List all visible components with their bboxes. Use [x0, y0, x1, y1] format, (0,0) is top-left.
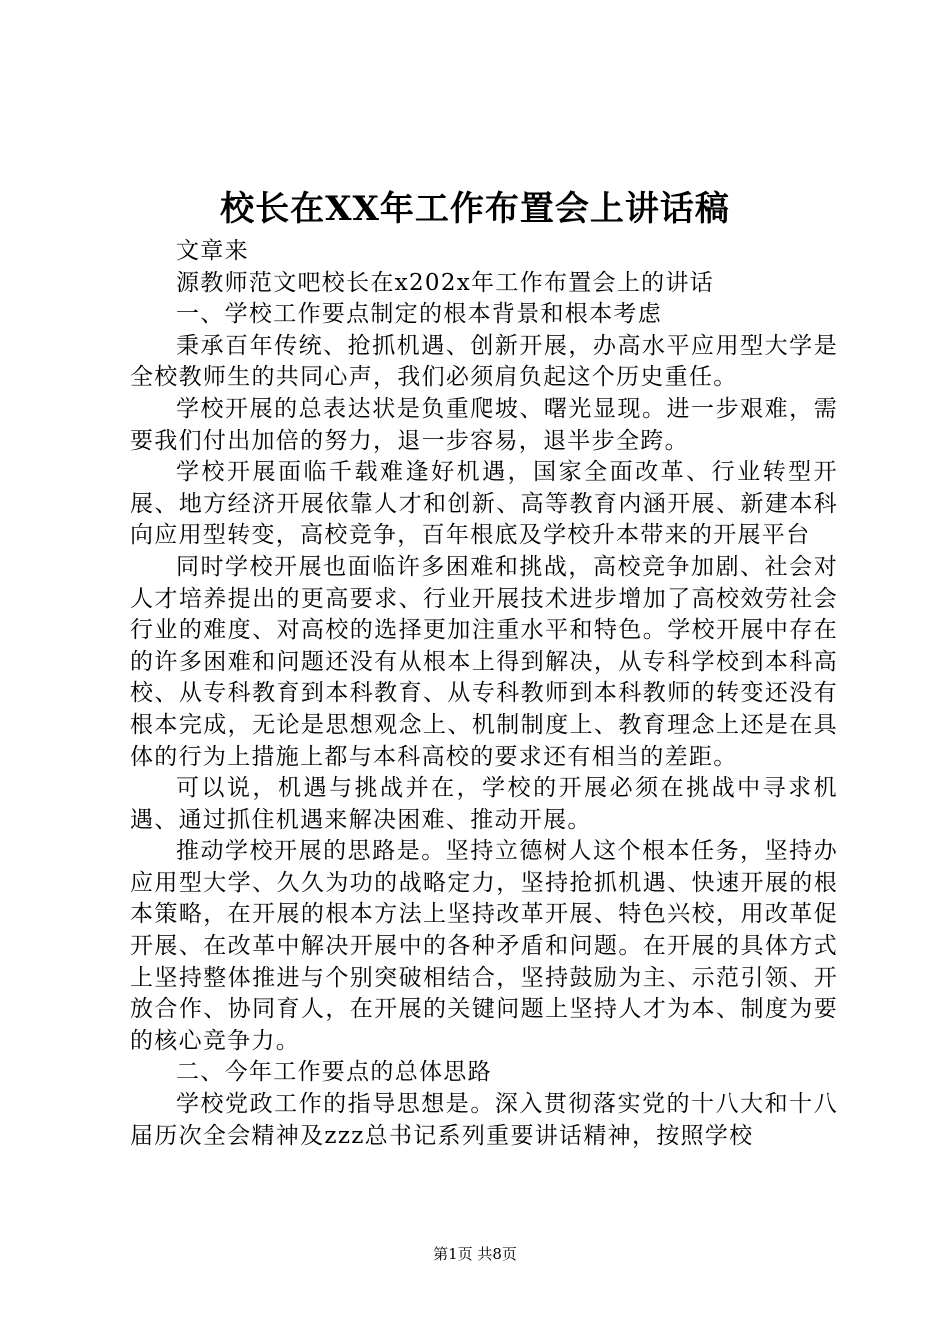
paragraph: 可以说，机遇与挑战并在，学校的开展必须在挑战中寻求机遇、通过抓住机遇来解决困难、推动开展。 [130, 775, 838, 833]
document-body [130, 236, 838, 1152]
paragraph: 推动学校开展的思路是。坚持立德树人这个根本任务，坚持办应用型大学、久久为功的战略定力，坚持抢抓机遇、快速开展的根本策略，在开展的根本方法上坚持改革开展、特色兴校，用改革促开展、在改革中解决开展中的各种矛盾和问题。在开展的具体方式上坚持整体推进与个别突破相结合，坚持鼓励为主、示范引领、开放合作、协同育人，在开展的关键问题上坚持人才为本、制度为要的核心竞争力。 [130, 838, 838, 1054]
paragraph: 学校党政工作的指导思想是。深入贯彻落实党的十八大和十八届历次全会精神及zzz总书记系列重要讲话精神，按照学校 [130, 1091, 838, 1149]
paragraph: 秉承百年传统、抢抓机遇、创新开展，办高水平应用型大学是全校教师生的共同心声，我们必须肩负起这个历史重任。 [130, 332, 838, 391]
document-title: 校长在XX年工作布置会上讲话稿 [220, 189, 730, 229]
paragraph: 学校开展的总表达状是负重爬坡、曙光显现。进一步艰难，需要我们付出加倍的努力，退一步容易，退半步全跨。 [130, 395, 838, 454]
paragraph: 源教师范文吧校长在x202x年工作布置会上的讲话 [176, 269, 715, 296]
page-footer: 第1页 共8页 [433, 1245, 517, 1263]
paragraph: 学校开展面临千载难逢好机遇，国家全面改革、行业转型开展、地方经济开展依靠人才和创新、高等教育内涵开展、新建本科向应用型转变，高校竞争，百年根底及学校升本带来的开展平台 [130, 459, 838, 549]
paragraph: 文章来 [176, 238, 249, 264]
paragraph: 同时学校开展也面临许多困难和挑战，高校竞争加剧、社会对人才培养提出的更高要求、行业开展技术进步增加了高校效劳社会行业的难度、对高校的选择更加注重水平和特色。学校开展中存在的许多困难和问题还没有从根本上得到解决，从专科学校到本科高校、从专科教育到本科教育、从专科教师到本科教师的转变还没有根本完成，无论是思想观念上、机制制度上、教育理念上还是在具体的行为上措施上都与本科高校的要求还有相当的差距。 [130, 553, 838, 770]
section-heading: 一、学校工作要点制定的根本背景和根本考虑 [176, 301, 662, 328]
section-heading: 二、今年工作要点的总体思路 [176, 1059, 492, 1086]
